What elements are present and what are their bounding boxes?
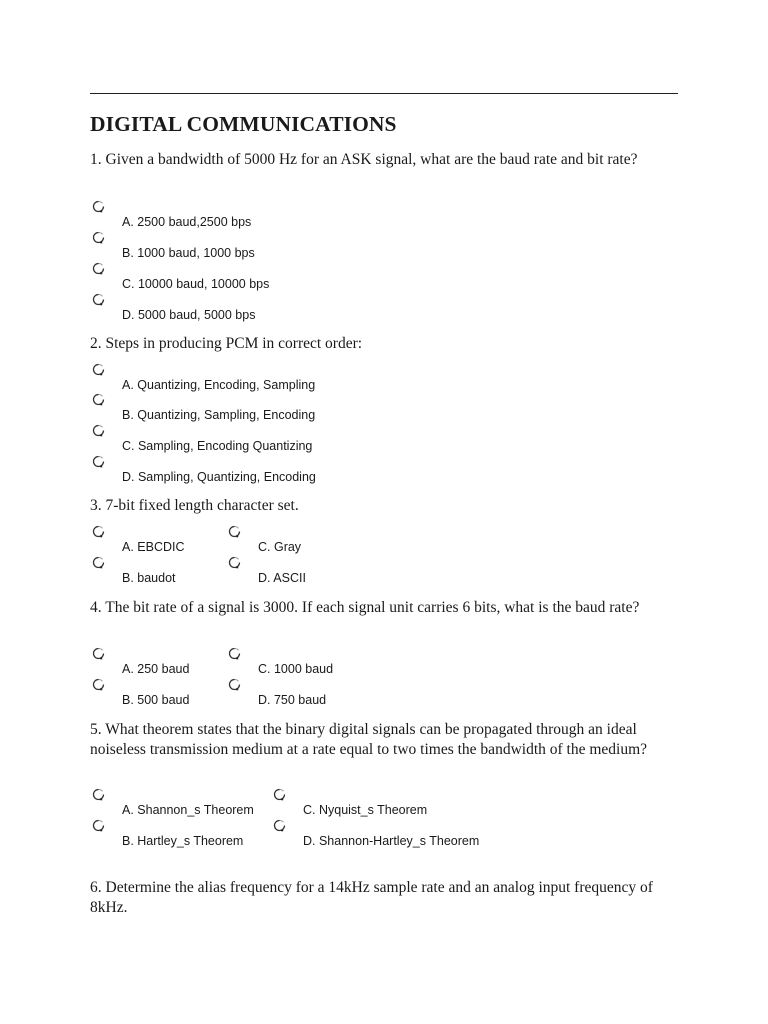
option-label: A. Shannon_s Theorem — [122, 803, 254, 817]
option-label: C. Gray — [258, 540, 302, 554]
radio-icon[interactable] — [92, 525, 106, 539]
question-6-text: 6. Determine the alias frequency for a 14kHz sample rate and an analog input frequency of 8kHz. — [90, 879, 653, 916]
top-divider — [90, 93, 678, 94]
radio-icon[interactable] — [228, 556, 242, 570]
radio-icon[interactable] — [92, 363, 106, 377]
option-label: B. 500 baud — [122, 693, 190, 707]
radio-icon[interactable] — [92, 393, 106, 407]
question-5-text: 5. What theorem states that the binary digital signals can be propagated through an ideal noiseless transmission medium at a rate equal to two times the bandwidth of the medium? — [90, 721, 648, 758]
option-label: D. Sampling, Quantizing, Encoding — [122, 470, 316, 484]
question-4-text: 4. The bit rate of a signal is 3000. If each signal unit carries 6 bits, what is the baud rate? — [90, 599, 640, 616]
option-label: C. 1000 baud — [258, 662, 334, 676]
question-3-text: 3. 7-bit fixed length character set. — [90, 497, 299, 514]
option-label: B. baudot — [122, 571, 176, 585]
radio-icon[interactable] — [92, 293, 106, 307]
radio-icon[interactable] — [92, 819, 106, 833]
radio-icon[interactable] — [92, 455, 106, 469]
option-label: C. Nyquist_s Theorem — [303, 803, 428, 817]
option-label: B. Quantizing, Sampling, Encoding — [122, 408, 316, 422]
radio-icon[interactable] — [273, 819, 287, 833]
option-label: A. 2500 baud,2500 bps — [122, 215, 252, 229]
radio-icon[interactable] — [228, 647, 242, 661]
radio-icon[interactable] — [92, 556, 106, 570]
option-label: D. Shannon-Hartley_s Theorem — [303, 834, 480, 848]
radio-icon[interactable] — [228, 525, 242, 539]
radio-icon[interactable] — [92, 262, 106, 276]
option-label: C. Sampling, Encoding Quantizing — [122, 439, 313, 453]
option-label: A. EBCDIC — [122, 540, 185, 554]
radio-icon[interactable] — [92, 647, 106, 661]
radio-icon[interactable] — [92, 788, 106, 802]
option-label: A. 250 baud — [122, 662, 190, 676]
radio-icon[interactable] — [92, 231, 106, 245]
radio-icon[interactable] — [273, 788, 287, 802]
option-label: C. 10000 baud, 10000 bps — [122, 277, 270, 291]
option-label: D. 750 baud — [258, 693, 327, 707]
question-2-text: 2. Steps in producing PCM in correct order: — [90, 335, 363, 352]
option-label: B. 1000 baud, 1000 bps — [122, 246, 255, 260]
radio-icon[interactable] — [228, 678, 242, 692]
question-1-text: 1. Given a bandwidth of 5000 Hz for an ASK signal, what are the baud rate and bit rate? — [90, 151, 638, 168]
option-label: D. ASCII — [258, 571, 306, 585]
option-label: A. Quantizing, Encoding, Sampling — [122, 378, 316, 392]
radio-icon[interactable] — [92, 678, 106, 692]
radio-icon[interactable] — [92, 200, 106, 214]
option-label: D. 5000 baud, 5000 bps — [122, 308, 256, 322]
radio-icon[interactable] — [92, 424, 106, 438]
page-title: DIGITAL COMMUNICATIONS — [90, 112, 397, 136]
option-label: B. Hartley_s Theorem — [122, 834, 244, 848]
